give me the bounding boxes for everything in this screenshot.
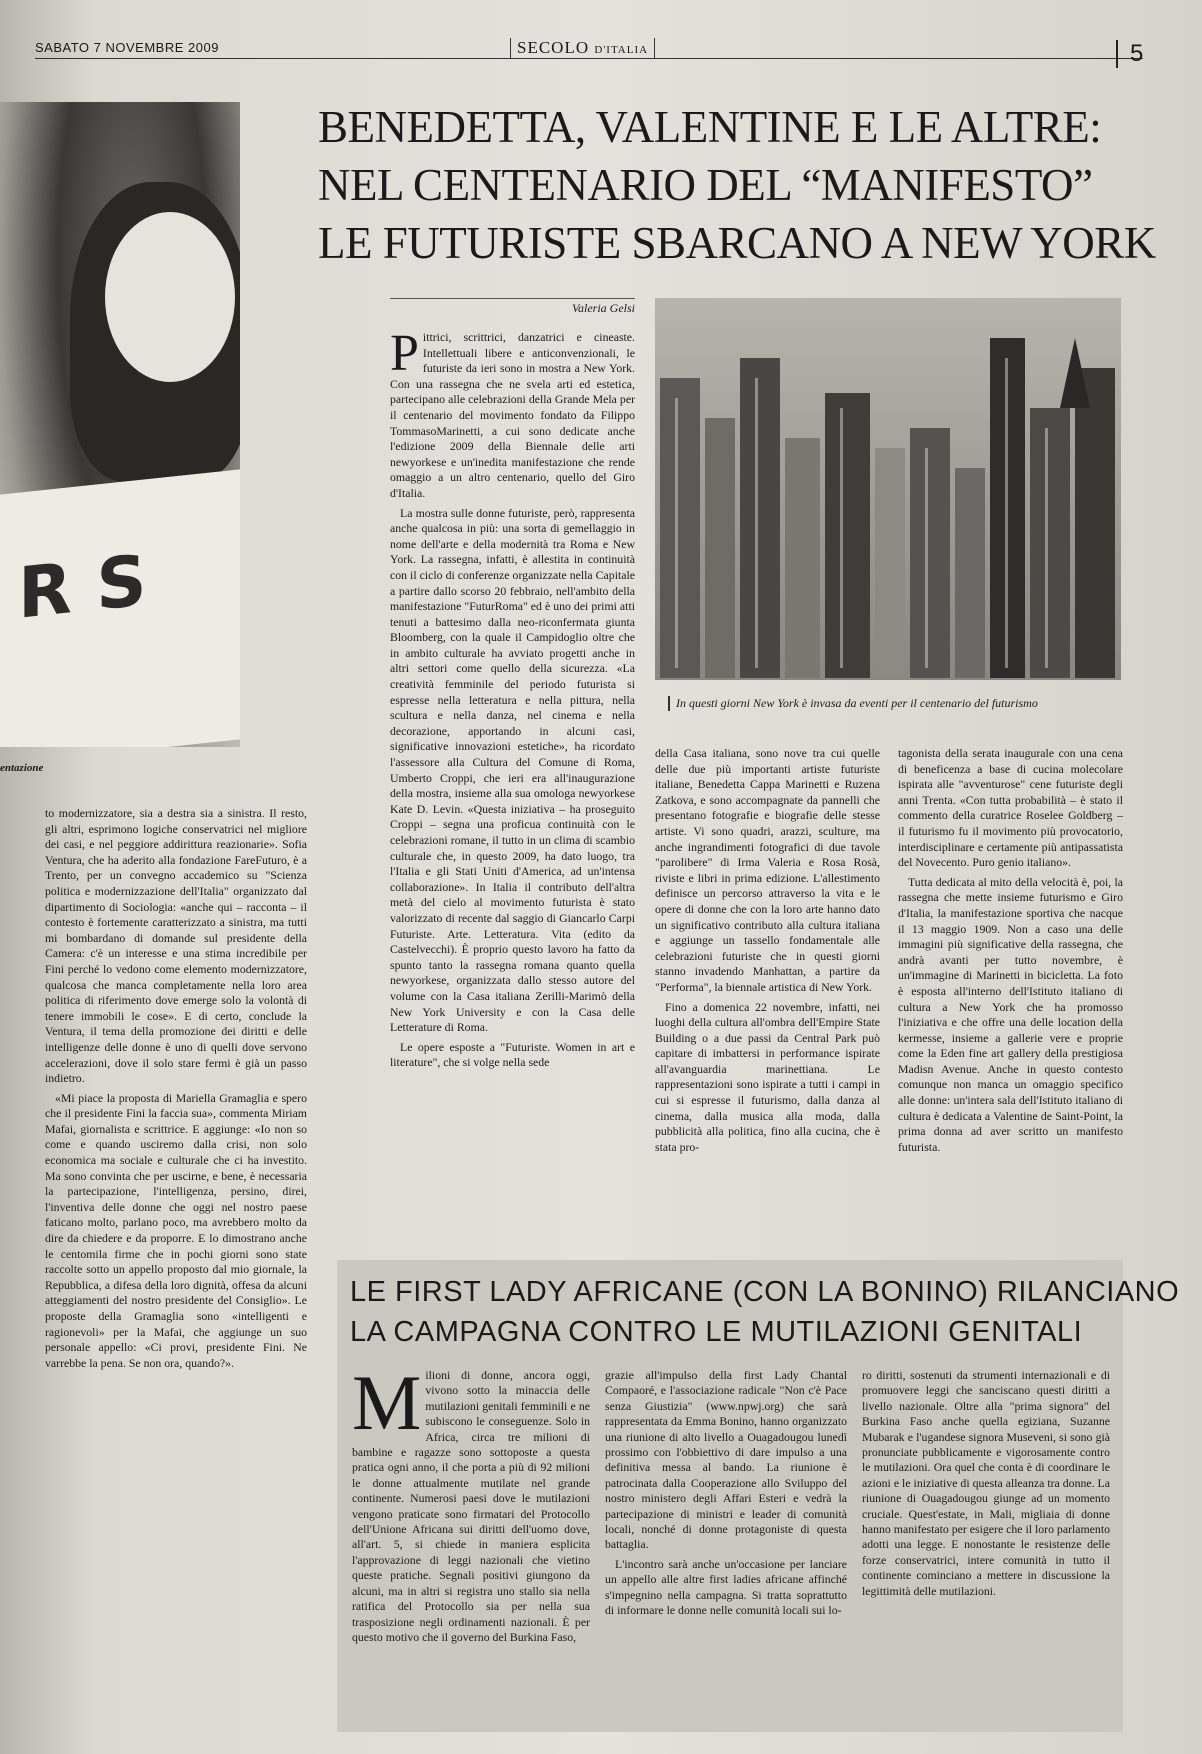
boxed-article-column-2: [605, 1368, 847, 1623]
byline: Valeria Gelsi: [390, 298, 635, 316]
new-york-skyline-photo: [655, 298, 1121, 680]
header-rule: [35, 58, 1143, 59]
headline-line: LE FUTURISTE SBARCANO A NEW YORK: [318, 218, 1156, 268]
dropcap: P: [390, 325, 419, 382]
paragraph: ilioni di donne, ancora oggi, vivono sotto la minaccia delle mutilazioni genitali femminili e ne subiscono le conseguenze. Solo in Africa, circa tre milioni di bambine e ragazze sono sottoposte a questa pratica ogni anno, il che porta a più di 92 milioni le donne attualmente mutilate nel grande continente. Numerosi paesi dove le mutilazioni vengono praticate sono firmatari del Protocollo dell'Unione Africana sui diritti dell'uomo dove, all'art. 5, si chiede in maniera esplicita l'approvazione di leggi nazionali che vietino queste pratiche. Segnali positivi giungono da alcuni, ma in altri si registra uno stallo sia nella ratifica del Protocollo sia per nella sua trasposizione negli ordinamenti nazionali. È per questo motivo che il governo del Burkina Faso,: [352, 1368, 590, 1644]
paragraph: to modernizzatore, sia a destra sia a sinistra. Il resto, gli altri, esprimono logiche conservatrici nel migliore dei casi, e nel peggiore addirittura reazionarie». Sofia Ventura, che ha aderito alla fondazione FareFuturo, è a Trento, per un convegno accademico su "Scienza politica e modernizzazione dell'Italia" organizzato dal dipartimento di Sociologia: «anche qui – racconta – il contesto è fortemente caratterizzato a sinistra, ma tutti mi bombardano di domande sul presidente della Camera: c'è un interesse e una stima incredibile per Fini perché lo vedono come elemento modernizzatore, qualcosa che manca completamente nella loro area politica di riferimento dove emerge solo la volontà di tenere immobili le cose». E di certo, conclude la Ventura, il tema della promozione dei diritti e delle intelligenze delle donne è uno di quelli dove servono accelerazioni, dove il solo stare fermi è già un passo indietro.: [45, 806, 307, 1086]
paragraph: ro diritti, sostenuti da strumenti internazionali e di promuovere leggi che sanciscano questi diritti a livello nazionale. Oltre alla "prima signora" del Burkina Faso anche quella egiziana, Suzanne Mubarak e l'ugandese signora Museveni, si sono già pronunciate pubblicamente e vigorosamente contro le mutilazioni. Ora quel che conta è di coordinare le azioni e le iniziative di questa alleanza tra donne. La riunione di Ouagadougou giunge ad un momento cruciale. Quest'estate, in Mali, migliaia di donne hanno manifestato per esigere che il loro parlamento adotti una legge. E nonostante le resistenze delle forze conservatrici, intere comunità in tutto il continente cominciano a mettere in discussione la legittimità delle mutilazioni.: [862, 1368, 1110, 1598]
headline-line: NEL CENTENARIO DEL “MANIFESTO”: [318, 160, 1093, 210]
nyc-photo-caption: In questi giorni New York è invasa da eventi per il centenario del futurismo: [668, 696, 1038, 711]
left-continuation-column: [45, 806, 307, 1375]
banner-lettering: R S: [18, 539, 147, 635]
paragraph: Le opere esposte a "Futuriste. Women in art e literature", che si volge nella sede: [390, 1039, 635, 1070]
paragraph: La mostra sulle donne futuriste, però, rappresenta anche qualcosa in più: una sorta di gemellaggio in nome dell'arte e della modernità tra Roma e New York. La rassegna, infatti, è allestita in continuità con il ciclo di conferenze organizzate nella Capitale a partire dallo scorso 20 febbraio, nell'ambito della manifestazione "FuturRoma" ed è uno dei primi atti tenuti a battesimo dalla neo-riconfermata giunta Bloomberg, con la quale il Campidoglio oltre che in ambito culturale ha avviato progetti anche in altri settori come quello della sicurezza. «La creatività femminile del periodo futurista si espresse nella letteratura e nella pittura, nella scultura e nella danza, nel cinema e nella decorazione, apportando in alcuni casi, significative innovazioni estetiche», ha ricordato l'assessore alla Cultura del Comune di Roma, Umberto Croppi, che ieri era all'inaugurazione della mostra, insieme alla sua omologa newyorkese Kate D. Levin. «Questa iniziativa – ha proseguito Croppi – segna una proficua continuità con le celebrazioni romane, il tutto in un clima di scambio culturale che, in questo 2009, ha dato luogo, tra l'Italia e gli Stati Uniti d'America, ad un'intensa collaborazione». In Italia il contributo dell'altra metà del cielo al movimento futurista è stato valorizzato di recente dal saggio di Giancarlo Carpi Futuriste. Arte. Letteratura. Vita (edito da Castelvecchi). È proprio questo lavoro ha fatto da spunto tanto la rassegna romana quanto quella newyorkese, organizzata dallo stesso autore del volume con la Casa italiana Zerilli-Marimò della New York University e con la Casa delle Letterature di Roma.: [390, 505, 635, 1035]
paragraph: grazie all'impulso della first Lady Chantal Compaoré, e l'associazione radicale "Non c'è Pace senza Giustizia" (www.npwj.org) che sarà rappresentata da Emma Bonino, hanno organizzato una riunione di alto livello a Ouagadougou lunedì prossimo con l'obbiettivo di dare impulso a una definitiva messa al bando. La riunione è patrocinata dalla Cooperazione allo Sviluppo del nostro ministero degli Affari Esteri e vedrà la partecipazione di ministri e leader di comunità locali, nonché di donne protagoniste di questa battaglia.: [605, 1368, 847, 1552]
left-photo-caption: entazione: [0, 762, 44, 774]
protest-photo: [0, 102, 240, 747]
dropcap: M: [352, 1359, 422, 1446]
page-number: 5: [1116, 40, 1143, 68]
title-line: LE FIRST LADY AFRICANE (CON LA BONINO) RILANCIANO: [350, 1276, 1180, 1308]
paragraph: L'incontro sarà anche un'occasione per lanciare un appello alle altre first ladies africane affinché s'impegnino nella campagna. Si tratta soprattutto di informare le donne nelle comunità locali sui lo-: [605, 1556, 847, 1618]
boxed-article-column-1: [352, 1359, 590, 1649]
masthead: [510, 38, 655, 58]
skyline-illustration: [655, 298, 1121, 680]
issue-date: SABATO 7 NOVEMBRE 2009: [35, 40, 219, 55]
paragraph: della Casa italiana, sono nove tra cui quelle delle due più importanti artiste futuriste italiane, Benedetta Cappa Marinetti e Ruzena Zatkova, e sono accompagnate da pannelli che presentano fotografie e biografie delle stesse artiste. Vi sono quadri, arazzi, sculture, ma anche ingrandimenti fotografici di due tavole "parolibere" di Irma Valeria e Rosa Rosà, riviste e libri in prima edizione. L'allestimento definisce un percorso attraverso la vita e le opere di donne che con la loro arte hanno dato un significativo contributo alla cultura italiana e aggiunge un tassello fondamentale alle celebrazioni futuriste che in questi giorni stanno invadendo Manhattan, a partire da "Performa", la biennale artistica di New York.: [655, 746, 880, 994]
article-headline: [318, 98, 1178, 272]
paragraph: tagonista della serata inaugurale con una cena di beneficenza a base di cucina molecolare ispirata alle "avventurose" cene futuriste degli anni Trenta. «Con tutta probabilità – è stato il commento della curatrice Roselee Goldberg – il futurismo fu il movimento più provocatorio, interdisciplinare e certamente più antipassatista del Novecento. Puro genio italiano».: [898, 746, 1123, 870]
masthead-name: SECOLO: [517, 38, 590, 57]
headline-line: BENEDETTA, VALENTINE E LE ALTRE:: [318, 102, 1102, 152]
photo-face-shape: [105, 212, 235, 382]
paragraph: Tutta dedicata al mito della velocità è, poi, la rassegna che mette insieme futurismo e Giro d'Italia, la manifestazione sportiva che nacque il 13 maggio 1909. Non a caso una delle immagini più significative della rassegna, che andrà avanti per tutto novembre, è un'immagine di Marinetti in bicicletta. La foto è esposta all'interno dell'Istituto italiano di cultura a New York che ha promosso l'iniziativa e che offre una delle location della kermesse, insieme a gallerie vere e proprie come la Eden fine art gallery della prestigiosa Madisn Avenue. Anche in questo contesto comunque non manca un omaggio specifico alle donne: un'intera sala dell'Istituto italiano di cultura è dedicata a Valentine de Saint-Point, la prima donna ad aver scritto un manifesto futurista.: [898, 874, 1123, 1154]
boxed-article-column-3: [862, 1368, 1110, 1603]
paragraph: ittrici, scrittrici, danzatrici e cineaste. Intellettuali libere e anticonvenzionali, le futuriste da ieri sono in mostra a New York. Con una rassegna che ne svela arti ed estetica, partecipano alle celebrazioni della Grande Mela per il centenario del movimento fondato da Filippo TommasoMarinetti, a cui sono dedicate anche l'edizione 2009 della Biennale delle arti newyorkese e un'inedita manifestazione che rende omaggio a un altro centenario, quello del Giro d'Italia.: [390, 330, 635, 500]
paragraph: Fino a domenica 22 novembre, infatti, nei luoghi della cultura all'ombra dell'Empire State Building o a due passi da Central Park può capitare di imbattersi in performance ispirate all'avanguardia marinettiana. Le rappresentazioni sono ispirate a tutti i campi in cui si espresse il futurismo, dalla danza al cinema, dalla musica alla moda, dalla pubblicità alla politica, fino alla cucina, che è stata pro-: [655, 999, 880, 1154]
paragraph: «Mi piace la proposta di Mariella Gramaglia e spero che il presidente Fini la faccia sua», commenta Miriam Mafai, giornalista e scrittrice. E aggiunge: «Io non so come e quando usciremo dalla crisi, non solo economica ma sociale e culturale che ci ha investito. Ma sono convinta che per uscirne, e bene, è necessaria la partecipazione, l'intelligenza, persino, direi, l'inventiva delle donne che oggi nel nostro paese faticano molto, parlano poco, ma avrebbero molto da dire da chiedere e da proporre. E lo dimostrano anche le centomila firme che in pochi giorni sono state raccolte sotto un appello proposto dal mio giornale, la Repubblica, a difesa della loro dignità, offesa da alcuni atteggiamenti del nostro presidente del Consiglio». Le proposte della Gramaglia sono «intelligenti e ragionevoli» per la Mafai, che aggiunge un suo personale appello: «Ci provi, presidente Fini. Ne varrebbe la pena. Se non ora, quando?».: [45, 1090, 307, 1370]
article-column-3: [898, 746, 1123, 1159]
article-column-1: [390, 325, 635, 1075]
boxed-article-title: [350, 1272, 1179, 1352]
title-line: LA CAMPAGNA CONTRO LE MUTILAZIONI GENITALI: [350, 1316, 1083, 1348]
masthead-suffix: D'ITALIA: [594, 44, 649, 56]
photo-banner-shape: [0, 469, 240, 747]
article-column-2: [655, 746, 880, 1159]
